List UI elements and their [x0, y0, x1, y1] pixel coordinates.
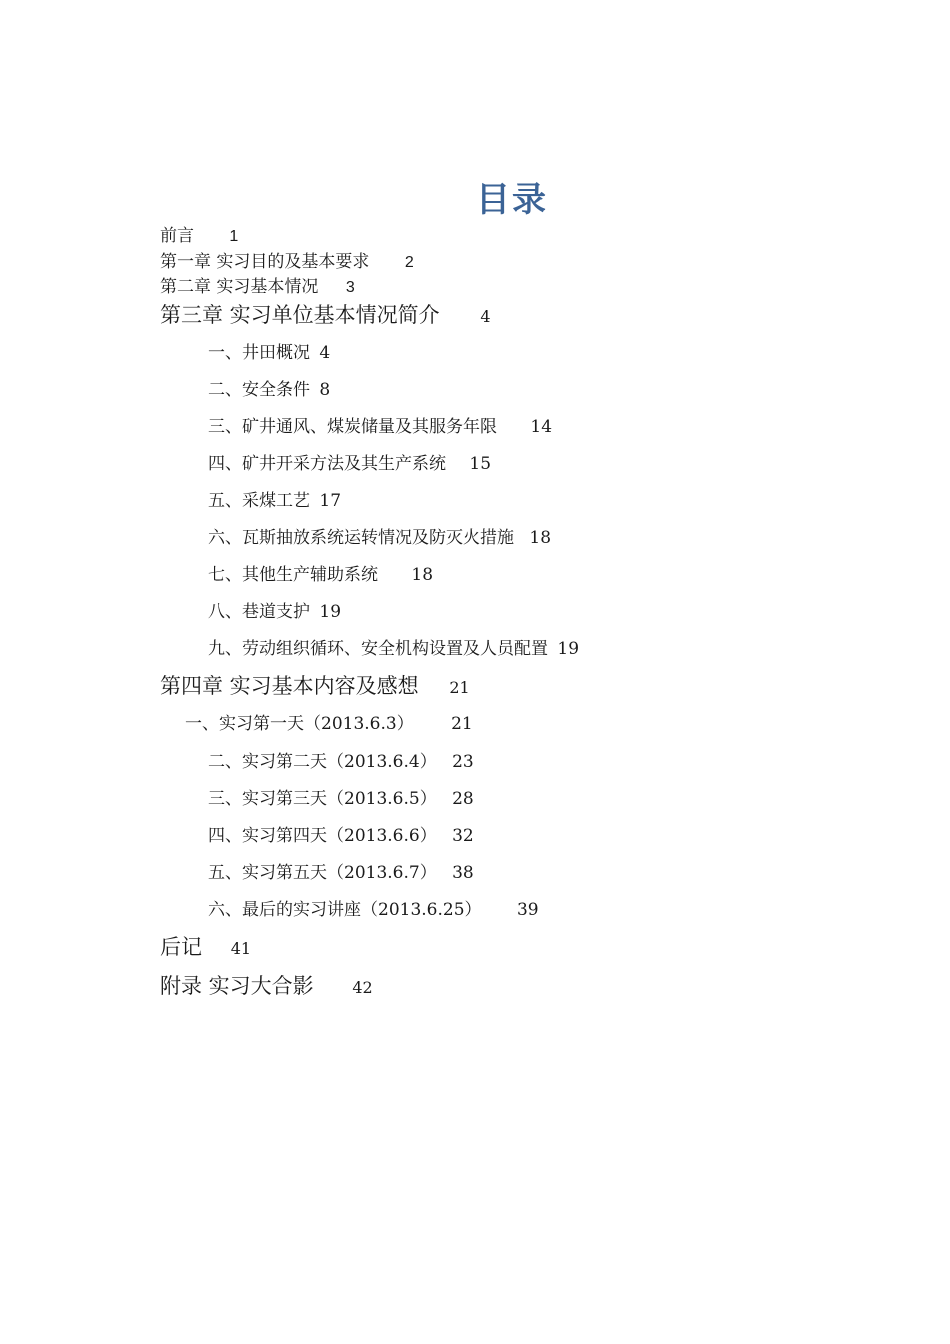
- toc-entry-page: 41: [230, 939, 252, 958]
- toc-entry-3-8[interactable]: [208, 604, 341, 621]
- toc-entry-4-4[interactable]: [208, 828, 474, 845]
- toc-entry-afterword[interactable]: [160, 937, 251, 958]
- toc-entry-chapter-3[interactable]: [160, 305, 491, 326]
- toc-entry-3-5[interactable]: [208, 493, 341, 510]
- toc-entry-page: 14: [530, 417, 553, 437]
- toc-entry-page: 8: [319, 380, 331, 400]
- toc-entry-page: 42: [352, 978, 373, 997]
- toc-entry-label: 八、巷道支护: [208, 602, 310, 622]
- toc-entry-page: 21: [449, 678, 470, 697]
- toc-entry-label: 二、安全条件: [208, 380, 310, 400]
- toc-entry-chapter-4[interactable]: [160, 676, 470, 697]
- toc-title: 目录: [476, 180, 548, 220]
- toc-entry-page: 18: [411, 565, 434, 585]
- toc-entry-label: 六、瓦斯抽放系统运转情况及防灭火措施: [208, 528, 514, 548]
- toc-entry-label: 附录 实习大合影: [160, 974, 314, 998]
- toc-entry-page: 19: [557, 639, 580, 659]
- toc-entry-label: 第一章 实习目的及基本要求: [160, 252, 370, 272]
- toc-entry-page: 3: [345, 279, 355, 296]
- toc-entry-page: 39: [516, 900, 539, 920]
- toc-entry-label: 一、实习第一天（2013.6.3）: [185, 714, 414, 734]
- toc-entry-label: 五、采煤工艺: [208, 491, 310, 511]
- toc-entry-label: 第二章 实习基本情况: [160, 277, 319, 297]
- toc-entry-3-2[interactable]: [208, 382, 330, 399]
- toc-entry-label: 第四章 实习基本内容及感想: [160, 674, 419, 698]
- toc-entry-page: 1: [229, 228, 239, 245]
- toc-entry-4-3[interactable]: [208, 791, 474, 808]
- toc-entry-label: 六、最后的实习讲座（2013.6.25）: [208, 900, 482, 920]
- toc-entry-label: 三、矿井通风、煤炭储量及其服务年限: [208, 417, 497, 437]
- toc-entry-page: 21: [451, 714, 473, 734]
- toc-entry-4-6[interactable]: [208, 902, 539, 919]
- toc-entry-3-4[interactable]: [208, 456, 491, 473]
- toc-entry-page: 23: [452, 752, 474, 772]
- toc-entry-page: 4: [319, 343, 331, 363]
- toc-entry-chapter-1[interactable]: [160, 254, 414, 271]
- toc-entry-3-6[interactable]: [208, 530, 551, 547]
- toc-entry-page: 2: [404, 254, 414, 271]
- toc-entry-label: 后记: [160, 935, 202, 959]
- toc-entry-page: 18: [529, 528, 552, 548]
- toc-entry-page: 28: [452, 789, 474, 809]
- toc-entry-label: 五、实习第五天（2013.6.7）: [208, 863, 437, 883]
- toc-entry-page: 38: [452, 863, 474, 883]
- toc-entry-page: 32: [452, 826, 474, 846]
- toc-entry-page: 4: [480, 307, 491, 326]
- toc-entry-page: 15: [469, 454, 492, 474]
- toc-entry-4-1[interactable]: [185, 716, 473, 733]
- toc-entry-label: 七、其他生产辅助系统: [208, 565, 378, 585]
- toc-entry-label: 三、实习第三天（2013.6.5）: [208, 789, 437, 809]
- toc-entry-appendix[interactable]: [160, 976, 373, 997]
- toc-entry-preface[interactable]: [160, 228, 238, 245]
- toc-entry-chapter-2[interactable]: [160, 279, 355, 296]
- toc-entry-label: 第三章 实习单位基本情况简介: [160, 303, 440, 327]
- toc-entry-3-1[interactable]: [208, 345, 330, 362]
- toc-entry-3-9[interactable]: [208, 641, 579, 658]
- toc-entry-4-5[interactable]: [208, 865, 474, 882]
- toc-entry-label: 九、劳动组织循环、安全机构设置及人员配置: [208, 639, 548, 659]
- toc-entry-page: 17: [319, 491, 342, 511]
- toc-entry-page: 19: [319, 602, 342, 622]
- toc-entry-label: 前言: [160, 226, 194, 246]
- toc-entry-label: 四、矿井开采方法及其生产系统: [208, 454, 446, 474]
- toc-entry-3-3[interactable]: [208, 419, 552, 436]
- toc-entry-4-2[interactable]: [208, 754, 474, 771]
- toc-entry-label: 二、实习第二天（2013.6.4）: [208, 752, 437, 772]
- toc-entry-label: 一、井田概况: [208, 343, 310, 363]
- toc-entry-label: 四、实习第四天（2013.6.6）: [208, 826, 437, 846]
- toc-entry-3-7[interactable]: [208, 567, 433, 584]
